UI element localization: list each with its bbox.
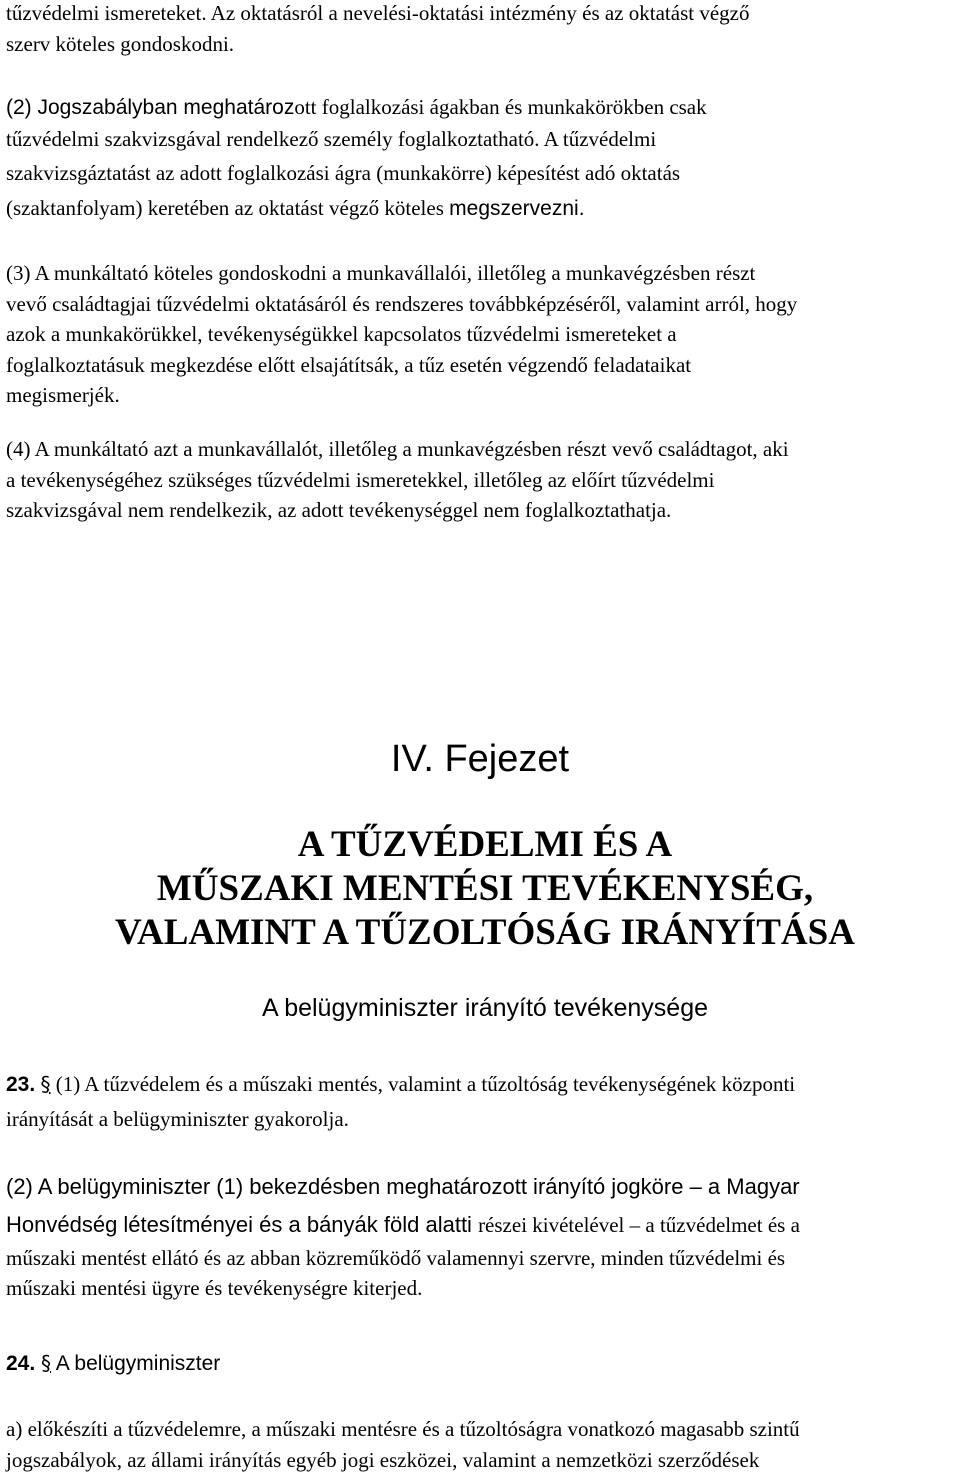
text-line: (3) A munkáltató köteles gondoskodni a munkavállalói, illetőleg a munkavégzésben részt bbox=[6, 258, 956, 289]
text-line: szerv köteles gondoskodni. bbox=[6, 29, 956, 60]
text-line: megismerjék. bbox=[6, 380, 956, 411]
text-line bbox=[6, 1346, 956, 1381]
section-24 bbox=[6, 1346, 956, 1381]
section-23-paragraph-2 bbox=[6, 1170, 956, 1304]
paragraph-continuation bbox=[6, 0, 956, 59]
text-line bbox=[6, 193, 956, 225]
text-line: a tevékenységéhez szükséges tűzvédelmi ismeretekkel, illetőleg az előírt tűzvédelmi bbox=[6, 465, 956, 496]
section-24-item-a bbox=[6, 1414, 956, 1475]
chapter-title bbox=[0, 823, 960, 955]
section-subtitle: A belügyminiszter irányító tevékenysége bbox=[0, 991, 960, 1025]
text-span: megszervezni. bbox=[449, 197, 584, 220]
chapter-title-line: VALAMINT A TŰZOLTÓSÁG IRÁNYÍTÁSA bbox=[0, 911, 960, 955]
text-line: azok a munkakörükkel, tevékenységükkel kapcsolatos tűzvédelmi ismereteket a bbox=[6, 319, 956, 350]
text-line: tűzvédelmi szakvizsgával rendelkező személy foglalkoztatható. A tűzvédelmi bbox=[6, 124, 956, 155]
chapter-title-line: MŰSZAKI MENTÉSI TEVÉKENYSÉG, bbox=[0, 867, 960, 911]
text-span: ott foglalkozási ágakban és munkakörökben csak bbox=[294, 95, 706, 119]
paragraph-mark-icon[interactable]: § bbox=[40, 1072, 50, 1096]
text-line: vevő családtagjai tűzvédelmi oktatásáról és rendszeres továbbképzéséről, valamint arról, hogy bbox=[6, 289, 956, 320]
paragraph-4 bbox=[6, 434, 956, 526]
text-line bbox=[6, 92, 956, 124]
text-line: szakvizsgával nem rendelkezik, az adott tevékenységgel nem foglalkoztathatja. bbox=[6, 495, 956, 526]
text-line: (2) A belügyminiszter (1) bekezdésben meghatározott irányító jogköre – a Magyar bbox=[6, 1170, 956, 1204]
text-line: szakvizsgáztatást az adott foglalkozási ágra (munkakörre) képesítést adó oktatás bbox=[6, 158, 956, 189]
text-line: a) előkészíti a tűzvédelemre, a műszaki mentésre és a tűzoltóságra vonatkozó magasabb szintű bbox=[6, 1414, 956, 1445]
paragraph-3 bbox=[6, 258, 956, 411]
text-span: (2) Jogszabályban meghatároz bbox=[6, 96, 294, 119]
text-span: (szaktanfolyam) keretében az oktatást végző köteles bbox=[6, 196, 449, 220]
text-line: tűzvédelmi ismereteket. Az oktatásról a nevelési-oktatási intézmény és az oktatást végző bbox=[6, 0, 956, 29]
text-line bbox=[6, 1210, 956, 1241]
text-line: irányítását a belügyminiszter gyakorolja. bbox=[6, 1104, 956, 1135]
text-line: műszaki mentést ellátó és az abban közreműködő valamennyi szervre, minden tűzvédelmi és bbox=[6, 1243, 956, 1274]
text-line: műszaki mentési ügyre és tevékenységre kiterjed. bbox=[6, 1273, 956, 1304]
text-span: A belügyminiszter bbox=[51, 1352, 220, 1375]
text-line: (4) A munkáltató azt a munkavállalót, illetőleg a munkavégzésben részt vevő családtagot, aki bbox=[6, 434, 956, 465]
section-number: 24. bbox=[6, 1352, 35, 1375]
text-line bbox=[6, 1069, 956, 1101]
section-23 bbox=[6, 1069, 956, 1134]
paragraph-2 bbox=[6, 92, 956, 224]
text-span: (1) A tűzvédelem és a műszaki mentés, valamint a tűzoltóság tevékenységének központi bbox=[50, 1072, 795, 1096]
text-line: foglalkoztatásuk megkezdése előtt elsajátítsák, a tűz esetén végzendő feladataikat bbox=[6, 350, 956, 381]
text-line: jogszabályok, az állami irányítás egyéb jogi eszközei, valamint a nemzetközi szerződések bbox=[6, 1445, 956, 1475]
section-number: 23. bbox=[6, 1073, 35, 1096]
chapter-heading: IV. Fejezet bbox=[0, 736, 960, 782]
text-span: Honvédség létesítményei és a bányák föld alatti bbox=[6, 1212, 478, 1237]
text-span: részei kivételével – a tűzvédelmet és a bbox=[478, 1213, 800, 1237]
chapter-title-line: A TŰZVÉDELMI ÉS A bbox=[0, 823, 960, 867]
paragraph-mark-icon[interactable]: § bbox=[41, 1351, 51, 1375]
